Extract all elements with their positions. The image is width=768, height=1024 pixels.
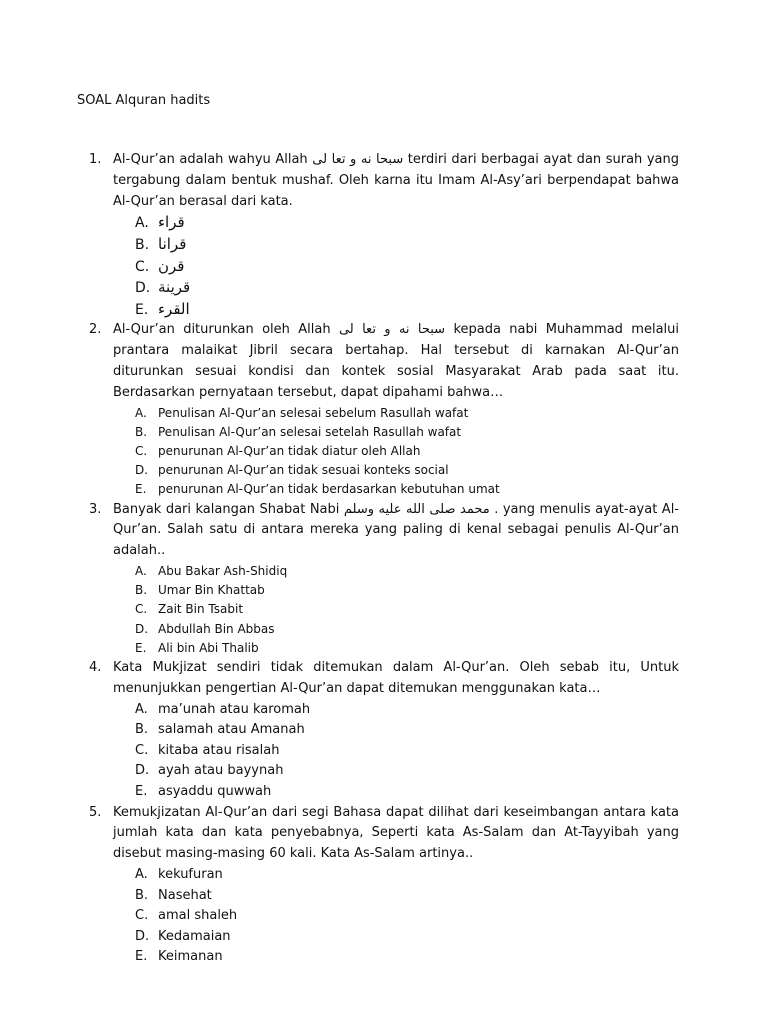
option-text: Penulisan Al-Qur’an selesai setelah Rasullah wafat bbox=[158, 424, 462, 439]
option-text: amal shaleh bbox=[158, 908, 238, 924]
option-text: penurunan Al-Qur’an tidak sesuai konteks social bbox=[158, 463, 449, 478]
option-e bbox=[135, 782, 679, 803]
option-d bbox=[135, 927, 679, 948]
option-letter: C. bbox=[135, 602, 148, 617]
option-list bbox=[135, 865, 679, 968]
option-text: asyaddu quwwah bbox=[158, 783, 272, 799]
question-text: Al-Qur’an adalah wahyu Allah سبحا نه و تعا لى terdiri dari berbagai ayat dan surah yang tergabung dalam bentuk mushaf. Oleh karna itu Imam Al-Asy’ari berpendapat bahwa Al-Qur’an berasal dari kata. bbox=[113, 152, 680, 209]
option-d bbox=[135, 620, 679, 639]
option-list bbox=[135, 562, 679, 658]
option-letter: D. bbox=[135, 463, 149, 478]
option-b bbox=[135, 234, 679, 256]
option-text: Abu Bakar Ash-Shidiq bbox=[158, 563, 288, 578]
option-b bbox=[135, 720, 679, 741]
option-letter: D. bbox=[135, 928, 150, 944]
option-letter: C. bbox=[135, 443, 148, 458]
option-letter: E. bbox=[135, 640, 147, 655]
option-text: قرانا bbox=[158, 234, 187, 253]
question-number: 2. bbox=[89, 322, 102, 338]
option-letter: A. bbox=[135, 701, 148, 717]
option-e bbox=[135, 947, 679, 968]
option-letter: A. bbox=[135, 405, 147, 420]
option-letter: B. bbox=[135, 583, 148, 598]
option-text: ma’unah atau karomah bbox=[158, 701, 311, 717]
option-text: Ali bin Abi Thalib bbox=[158, 640, 259, 655]
option-c bbox=[135, 906, 679, 927]
option-text: Abdullah Bin Abbas bbox=[158, 621, 275, 636]
option-e bbox=[135, 480, 679, 499]
option-c bbox=[135, 741, 679, 762]
option-c bbox=[135, 256, 679, 278]
option-a bbox=[135, 404, 679, 423]
option-a bbox=[135, 212, 679, 234]
option-letter: C. bbox=[135, 258, 150, 275]
option-c bbox=[135, 442, 679, 461]
option-letter: B. bbox=[135, 424, 148, 439]
option-text: Kedamaian bbox=[158, 928, 231, 944]
question-number: 5. bbox=[89, 804, 102, 820]
question-text: Al-Qur’an diturunkan oleh Allah سبحا نه و تعا لى kepada nabi Muhammad melalui prantara malaikat Jibril secara bertahap. Hal tersebut di karnakan Al-Qur’an diturunkan sesuai kondisi dan kontek sosial Masyarakat Arab pada saat itu. Berdasarkan pernyataan tersebut, dapat dipahami bahwa… bbox=[113, 322, 680, 400]
question-text: Kata Mukjizat sendiri tidak ditemukan dalam Al-Qur’an. Oleh sebab itu, Untuk menunjukkan pengertian Al-Qur’an dapat ditemukan menggunakan kata… bbox=[113, 659, 679, 696]
option-text: Zait Bin Tsabit bbox=[158, 602, 244, 617]
option-text: قرن bbox=[158, 256, 185, 275]
question-number: 4. bbox=[89, 659, 102, 675]
option-text: salamah atau Amanah bbox=[158, 722, 305, 738]
option-e bbox=[135, 299, 679, 321]
option-a bbox=[135, 865, 679, 886]
option-text: القرء bbox=[158, 299, 190, 318]
document-title: SOAL Alquran hadits bbox=[77, 93, 211, 108]
option-text: Keimanan bbox=[158, 949, 223, 965]
option-text: penurunan Al-Qur’an tidak diatur oleh Allah bbox=[158, 443, 421, 458]
option-text: penurunan Al-Qur’an tidak berdasarkan kebutuhan umat bbox=[158, 482, 500, 497]
option-text: ayah atau bayynah bbox=[158, 763, 284, 779]
option-text: Nasehat bbox=[158, 887, 212, 903]
option-text: قراء bbox=[158, 213, 185, 232]
option-text: kekufuran bbox=[158, 866, 223, 882]
option-letter: A. bbox=[135, 866, 148, 882]
question-4 bbox=[89, 658, 679, 803]
question-text: Banyak dari kalangan Shabat Nabi محمد صلى الله عليه وسلم . yang menulis ayat-ayat Al-Qur’an. Salah satu di antara mereka yang paling di kenal sebagai penulis Al-Qur’an adalah.. bbox=[113, 501, 679, 559]
option-letter: B. bbox=[135, 887, 149, 903]
option-a bbox=[135, 700, 679, 721]
option-d bbox=[135, 461, 679, 480]
option-d bbox=[135, 761, 679, 782]
option-letter: A. bbox=[135, 215, 149, 232]
option-b bbox=[135, 423, 679, 442]
option-letter: E. bbox=[135, 783, 148, 799]
option-letter: E. bbox=[135, 301, 149, 318]
question-list bbox=[89, 150, 679, 968]
question-text: Kemukjizatan Al-Qur’an dari segi Bahasa dapat dilihat dari keseimbangan antara kata jumlah kata dan kata penyebabnya, Seperti kata As-Salam dan At-Tayyibah yang disebut masing-masing 60 kali. Kata As-Salam artinya.. bbox=[113, 804, 679, 862]
question-number: 1. bbox=[89, 152, 102, 167]
option-b bbox=[135, 886, 679, 907]
option-letter: C. bbox=[135, 908, 149, 924]
question-number: 3. bbox=[89, 501, 102, 517]
option-text: قرينة bbox=[158, 278, 191, 297]
option-b bbox=[135, 581, 679, 600]
option-letter: D. bbox=[135, 763, 150, 779]
option-letter: A. bbox=[135, 563, 147, 578]
question-1 bbox=[89, 150, 679, 320]
option-text: Penulisan Al-Qur’an selesai sebelum Rasullah wafat bbox=[158, 405, 469, 420]
question-5 bbox=[89, 803, 679, 968]
option-a bbox=[135, 562, 679, 581]
option-letter: B. bbox=[135, 722, 149, 738]
option-list bbox=[135, 212, 679, 320]
option-list bbox=[135, 404, 679, 500]
option-d bbox=[135, 277, 679, 299]
option-letter: D. bbox=[135, 280, 151, 297]
option-letter: D. bbox=[135, 621, 149, 636]
option-list bbox=[135, 700, 679, 803]
question-2 bbox=[89, 320, 679, 499]
option-text: kitaba atau risalah bbox=[158, 742, 280, 758]
option-e bbox=[135, 639, 679, 658]
option-c bbox=[135, 600, 679, 619]
option-letter: E. bbox=[135, 482, 147, 497]
option-text: Umar Bin Khattab bbox=[158, 583, 265, 598]
option-letter: E. bbox=[135, 949, 148, 965]
option-letter: C. bbox=[135, 742, 149, 758]
question-3 bbox=[89, 500, 679, 658]
option-letter: B. bbox=[135, 236, 150, 253]
